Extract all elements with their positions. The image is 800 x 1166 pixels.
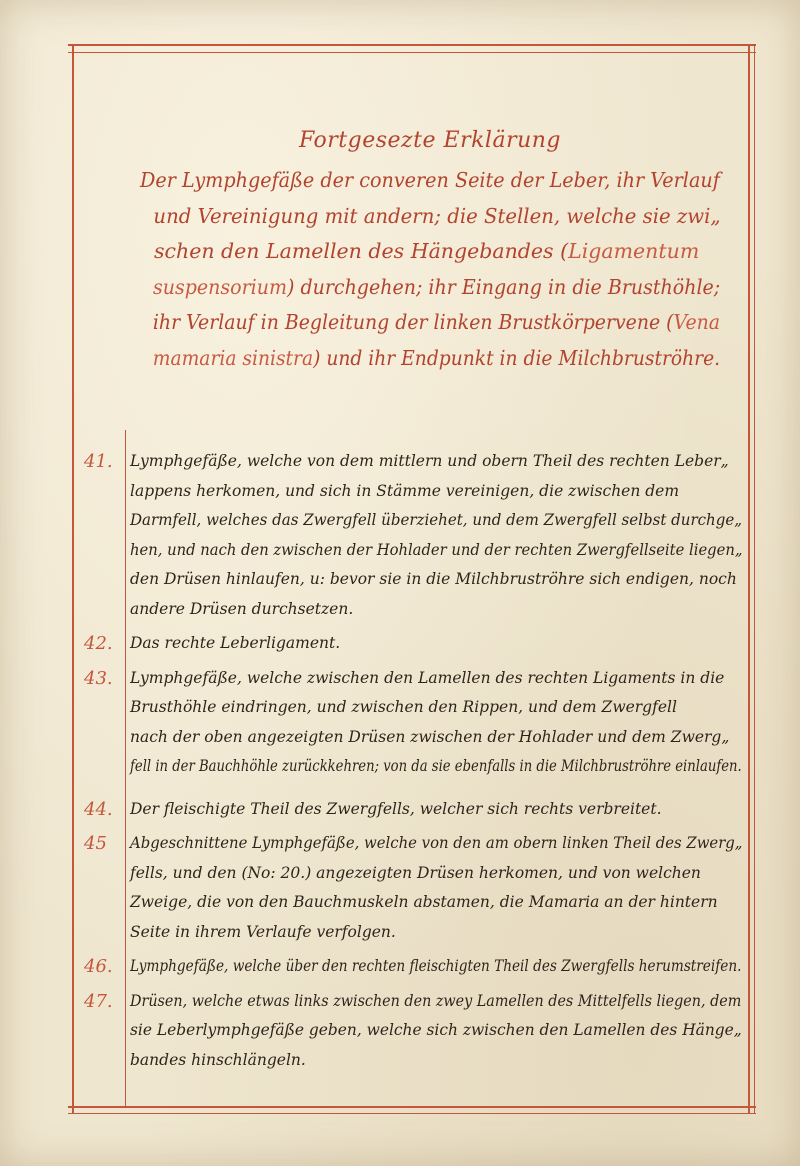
entry-line: Lymphgefäße, welche von dem mittlern und obern Theil des rechten Leber„ (130, 452, 729, 470)
heading-block (140, 128, 720, 376)
entry-line: Drüsen, welche etwas links zwischen den zwey Lamellen des Mittelfells liegen, dem (130, 991, 742, 1010)
top-border-rule (68, 44, 756, 46)
entry-line: fell in der Bauchhöhle zurückkehren; von da sie ebenfalls in die Milchbruströhre einlaufen. (130, 757, 742, 775)
entry-item (84, 664, 744, 782)
heading-text: ) und ihr Endpunkt in die Milchbruströhre. (313, 345, 721, 370)
latin-term: suspensorium (152, 274, 287, 299)
entry-number: 44. (84, 798, 113, 820)
entry-item (84, 795, 744, 825)
entry-item (84, 987, 744, 1076)
heading-text: ) durchgehen; ihr Eingang in die Brusthöhle; (286, 274, 721, 299)
right-border-rule-inner (754, 44, 755, 1114)
entry-item (84, 629, 744, 659)
entry-line: Abgeschnittene Lymphgefäße, welche von den am obern linken Theil des Zwerg„ (130, 834, 743, 852)
heading-text: ihr Verlauf in Begleitung der linken Brustkörpervene ( (152, 310, 674, 334)
entry-line: Darmfell, welches das Zwergfell überziehet, und dem Zwergfell selbst durchge„ (130, 511, 743, 529)
entry-line: Brusthöhle eindringen, und zwischen den Rippen, und dem Zwergfell (130, 698, 677, 716)
entry-line: Lymphgefäße, welche zwischen den Lamellen des rechten Ligaments in die (130, 668, 725, 687)
heading-line (140, 163, 720, 199)
heading-line (140, 270, 721, 306)
entry-line: Das rechte Leberligament. (130, 634, 341, 652)
entry-line: nach der oben angezeigten Drüsen zwischen der Hohlader und dem Zwerg„ (130, 727, 730, 746)
bottom-border-rule (68, 1106, 756, 1108)
right-border-rule (748, 44, 750, 1114)
latin-term: mamaria sinistra (152, 345, 314, 370)
entry-line: den Drüsen hinlaufen, u: bevor sie in die Milchbruströhre sich endigen, noch (130, 570, 737, 588)
top-border-rule-inner (68, 52, 756, 53)
heading-text: Der Lymphgefäße der converen Seite der Leber, ihr Verlauf (140, 168, 720, 192)
entry-item (84, 447, 744, 624)
latin-term: Vena (673, 310, 721, 334)
entry-number: 43. (84, 667, 113, 689)
entry-item (84, 952, 744, 982)
heading-line (140, 305, 721, 341)
entry-number: 46. (84, 956, 113, 977)
entry-list (84, 447, 744, 1075)
entry-line: fells, und den (No: 20.) angezeigten Drüsen herkomen, und von welchen (130, 863, 701, 882)
bottom-border-rule-inner (68, 1113, 756, 1114)
entry-line: lappens herkomen, und sich in Stämme vereinigen, die zwischen dem (130, 481, 680, 500)
entry-number: 47. (84, 990, 113, 1012)
entry-line: sie Leberlymphgefäße geben, welche sich zwischen den Lamellen des Hänge„ (130, 1021, 742, 1039)
entry-line: bandes hinschlängeln. (130, 1050, 306, 1069)
entry-line: Seite in ihrem Verlaufe verfolgen. (130, 922, 396, 941)
heading-text: schen den Lamellen des Hängebandes ( (154, 239, 569, 263)
latin-term: Ligamentum (568, 239, 700, 263)
entry-number: 42. (84, 633, 113, 654)
entry-line: Lymphgefäße, welche über den rechten fleischigten Theil des Zwergfells herumstreifen. (130, 957, 742, 975)
heading-line (140, 341, 721, 377)
entry-line: hen, und nach den zwischen der Hohlader und der rechten Zwergfellseite liegen„ (130, 540, 743, 559)
heading-line (140, 199, 721, 235)
left-border-rule (72, 44, 74, 1114)
heading-line (140, 234, 720, 270)
entry-line: Zweige, die von den Bauchmuskeln abstamen, die Mamaria an der hintern (130, 893, 718, 911)
heading-text: und Vereinigung mit andern; die Stellen, welche sie zwi„ (153, 203, 721, 228)
entry-number: 41. (84, 451, 113, 472)
entry-item (84, 829, 744, 947)
entry-line: andere Drüsen durchsetzen. (130, 599, 354, 618)
page-title: Fortgesezte Erklärung (298, 128, 562, 153)
entry-line: Der fleischigte Theil des Zwergfells, welcher sich rechts verbreitet. (130, 799, 662, 818)
entry-number: 45 (84, 833, 107, 854)
